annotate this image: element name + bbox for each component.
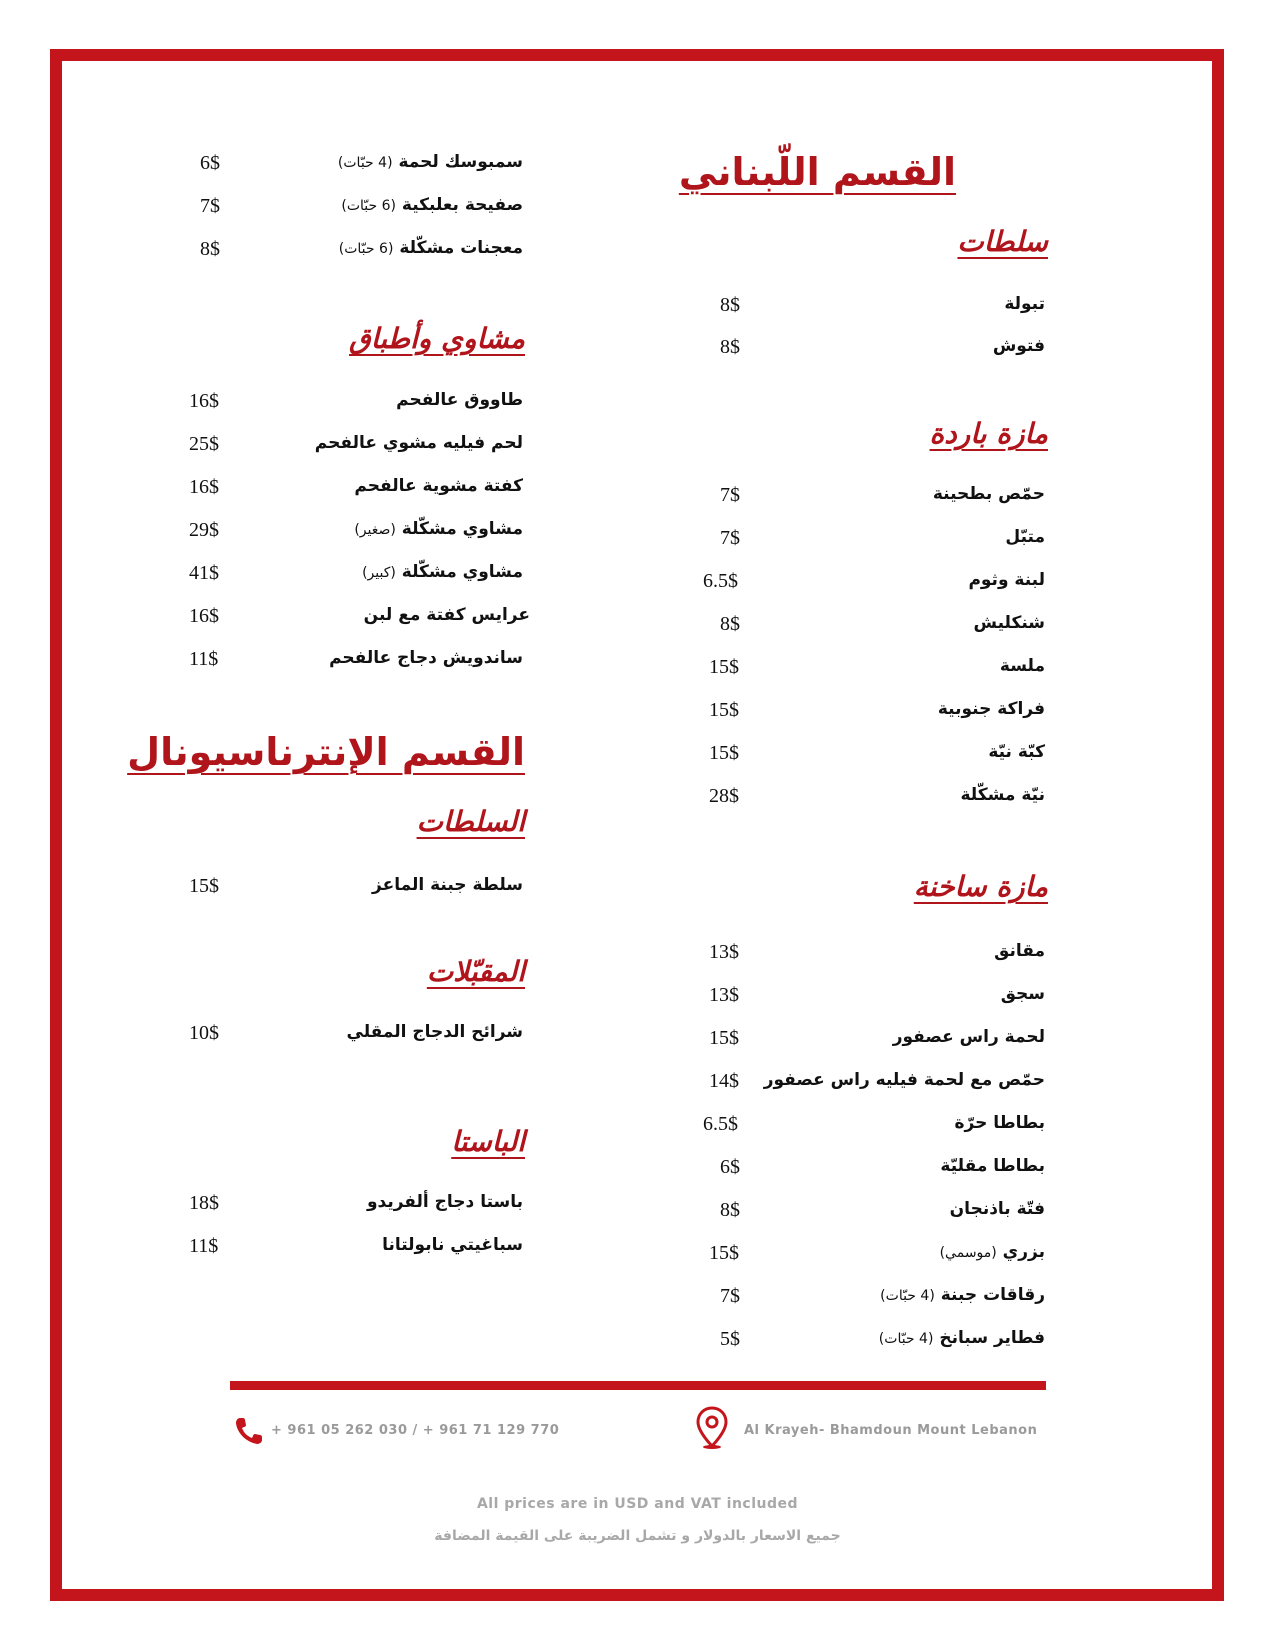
menu-item-name <box>879 1328 1045 1348</box>
item-name-text: بزري <box>1002 1242 1045 1262</box>
item-note: (6 حبّات) <box>341 198 396 214</box>
menu-item-price: 7$ <box>200 195 220 217</box>
menu-item-name: سلطة جبنة الماعز <box>372 875 523 895</box>
menu-item-name: عرايس كفتة مع لبن <box>363 605 530 625</box>
hot-mezza-title: مازة ساخنة <box>913 870 1048 903</box>
menu-item-name <box>339 238 523 258</box>
page-border <box>50 49 1224 1601</box>
international-section-title: القسم الإنترناسيونال <box>127 730 525 774</box>
menu-item-name: سجق <box>1000 984 1045 1004</box>
menu-item-name: ملسة <box>999 656 1045 676</box>
menu-item-name: بطاطا حرّة <box>954 1113 1045 1133</box>
menu-item-price: 18$ <box>189 1192 219 1214</box>
menu-item-price: 16$ <box>189 605 219 627</box>
menu-item-price: 7$ <box>720 484 740 506</box>
cold-mezza-title: مازة باردة <box>929 417 1048 450</box>
menu-item-name: فتوش <box>992 336 1045 356</box>
menu-item-price: 15$ <box>709 1242 739 1264</box>
menu-item-name: تبولة <box>1004 294 1045 314</box>
menu-item-price: 8$ <box>720 613 740 635</box>
menu-item-name <box>940 1242 1045 1262</box>
prices-note-arabic: جميع الاسعار بالدولار و تشمل الضريبة على القيمة المضافة <box>434 1528 841 1544</box>
menu-item-name <box>338 152 523 172</box>
menu-item-name <box>341 195 523 215</box>
menu-item-name <box>880 1285 1045 1305</box>
menu-item-price: 10$ <box>189 1022 219 1044</box>
menu-item-name: ساندويش دجاج عالفحم <box>329 648 523 668</box>
menu-item-name: متبّل <box>1005 527 1045 547</box>
item-name-text: رقاقات جبنة <box>940 1285 1045 1305</box>
item-name-text: سمبوسك لحمة <box>398 152 523 172</box>
menu-item-price: 6.5$ <box>703 1113 738 1135</box>
menu-item-price: 11$ <box>189 648 219 670</box>
menu-item-price: 5$ <box>720 1328 740 1350</box>
menu-item-name: نيّة مشكّلة <box>960 785 1045 805</box>
menu-item-price: 15$ <box>709 656 739 678</box>
lebanese-section-title: القسم اللّبناني <box>678 150 956 194</box>
menu-item-price: 6$ <box>200 152 220 174</box>
menu-item-name: فراكة جنوبية <box>937 699 1045 719</box>
item-name-text: مشاوي مشكّلة <box>401 519 523 539</box>
menu-item-price: 16$ <box>189 476 219 498</box>
menu-item-name <box>354 519 523 539</box>
menu-item-price: 13$ <box>709 984 739 1006</box>
item-name-text: صفيحة بعلبكية <box>401 195 523 215</box>
menu-item-name: فتّة باذنجان <box>949 1199 1045 1219</box>
menu-item-name: حمّص مع لحمة فيليه راس عصفور <box>763 1070 1045 1090</box>
menu-item-name: شرائح الدجاج المقلي <box>346 1022 523 1042</box>
item-name-text: مشاوي مشكّلة <box>401 562 523 582</box>
phone-icon <box>233 1415 265 1447</box>
menu-item-price: 29$ <box>189 519 219 541</box>
menu-item-name: طاووق عالفحم <box>396 390 523 410</box>
menu-item-price: 8$ <box>200 238 220 260</box>
menu-item-name <box>362 562 523 582</box>
menu-item-name: لحمة راس عصفور <box>892 1027 1045 1047</box>
item-note: (4 حبّات) <box>337 155 393 171</box>
menu-item-name: بطاطا مقليّة <box>940 1156 1045 1176</box>
item-note: (6 حبّات) <box>338 241 394 257</box>
international-salads-title: السلطات <box>416 805 525 838</box>
phone-numbers: + 961 05 262 030 / + 961 71 129 770 <box>271 1423 560 1438</box>
address: Al Krayeh- Bhamdoun Mount Lebanon <box>744 1423 1038 1438</box>
menu-item-name: كفتة مشوية عالفحم <box>354 476 523 496</box>
menu-item-name: باستا دجاج ألفريدو <box>366 1192 523 1212</box>
item-note: (4 حبّات) <box>880 1288 935 1304</box>
menu-item-price: 41$ <box>189 562 219 584</box>
pasta-title: الباستا <box>451 1125 525 1158</box>
grills-title: مشاوي وأطباق <box>349 322 525 355</box>
menu-item-name: حمّص بطحينة <box>932 484 1045 504</box>
menu-item-price: 15$ <box>709 1027 739 1049</box>
menu-item-price: 28$ <box>709 785 739 807</box>
menu-item-name: لحم فيليه مشوي عالفحم <box>314 433 523 453</box>
menu-item-price: 14$ <box>709 1070 739 1092</box>
menu-item-price: 13$ <box>709 941 739 963</box>
menu-item-price: 6.5$ <box>703 570 738 592</box>
menu-item-price: 25$ <box>189 433 219 455</box>
item-name-text: معجنات مشكّلة <box>399 238 523 258</box>
starters-title: المقبّلات <box>426 955 525 988</box>
item-note: (كبير) <box>362 565 396 581</box>
menu-item-price: 16$ <box>189 390 219 412</box>
salads-title: سلطات <box>957 225 1048 258</box>
menu-item-price: 15$ <box>709 699 739 721</box>
item-note: (موسمي) <box>939 1245 997 1261</box>
menu-item-name: شنكليش <box>973 613 1045 633</box>
menu-item-price: 11$ <box>189 1235 219 1257</box>
menu-item-price: 6$ <box>720 1156 740 1178</box>
menu-item-name: لبنة وثوم <box>968 570 1045 590</box>
menu-item-price: 7$ <box>720 1285 740 1307</box>
item-name-text: فطاير سبانخ <box>939 1328 1045 1348</box>
prices-note-english: All prices are in USD and VAT included <box>476 1496 799 1512</box>
menu-item-price: 8$ <box>720 336 740 358</box>
menu-item-price: 15$ <box>709 742 739 764</box>
menu-item-price: 15$ <box>189 875 219 897</box>
menu-item-price: 7$ <box>720 527 740 549</box>
item-note: (صغير) <box>354 522 396 538</box>
footer-divider <box>230 1381 1046 1390</box>
menu-item-name: مقانق <box>994 941 1045 961</box>
menu-item-price: 8$ <box>720 294 740 316</box>
menu-item-name: سباغيتي نابولتانا <box>382 1235 523 1255</box>
item-note: (4 حبّات) <box>878 1331 934 1347</box>
menu-item-price: 8$ <box>720 1199 740 1221</box>
location-pin-icon <box>695 1406 729 1450</box>
menu-item-name: كبّة نيّة <box>988 742 1045 762</box>
